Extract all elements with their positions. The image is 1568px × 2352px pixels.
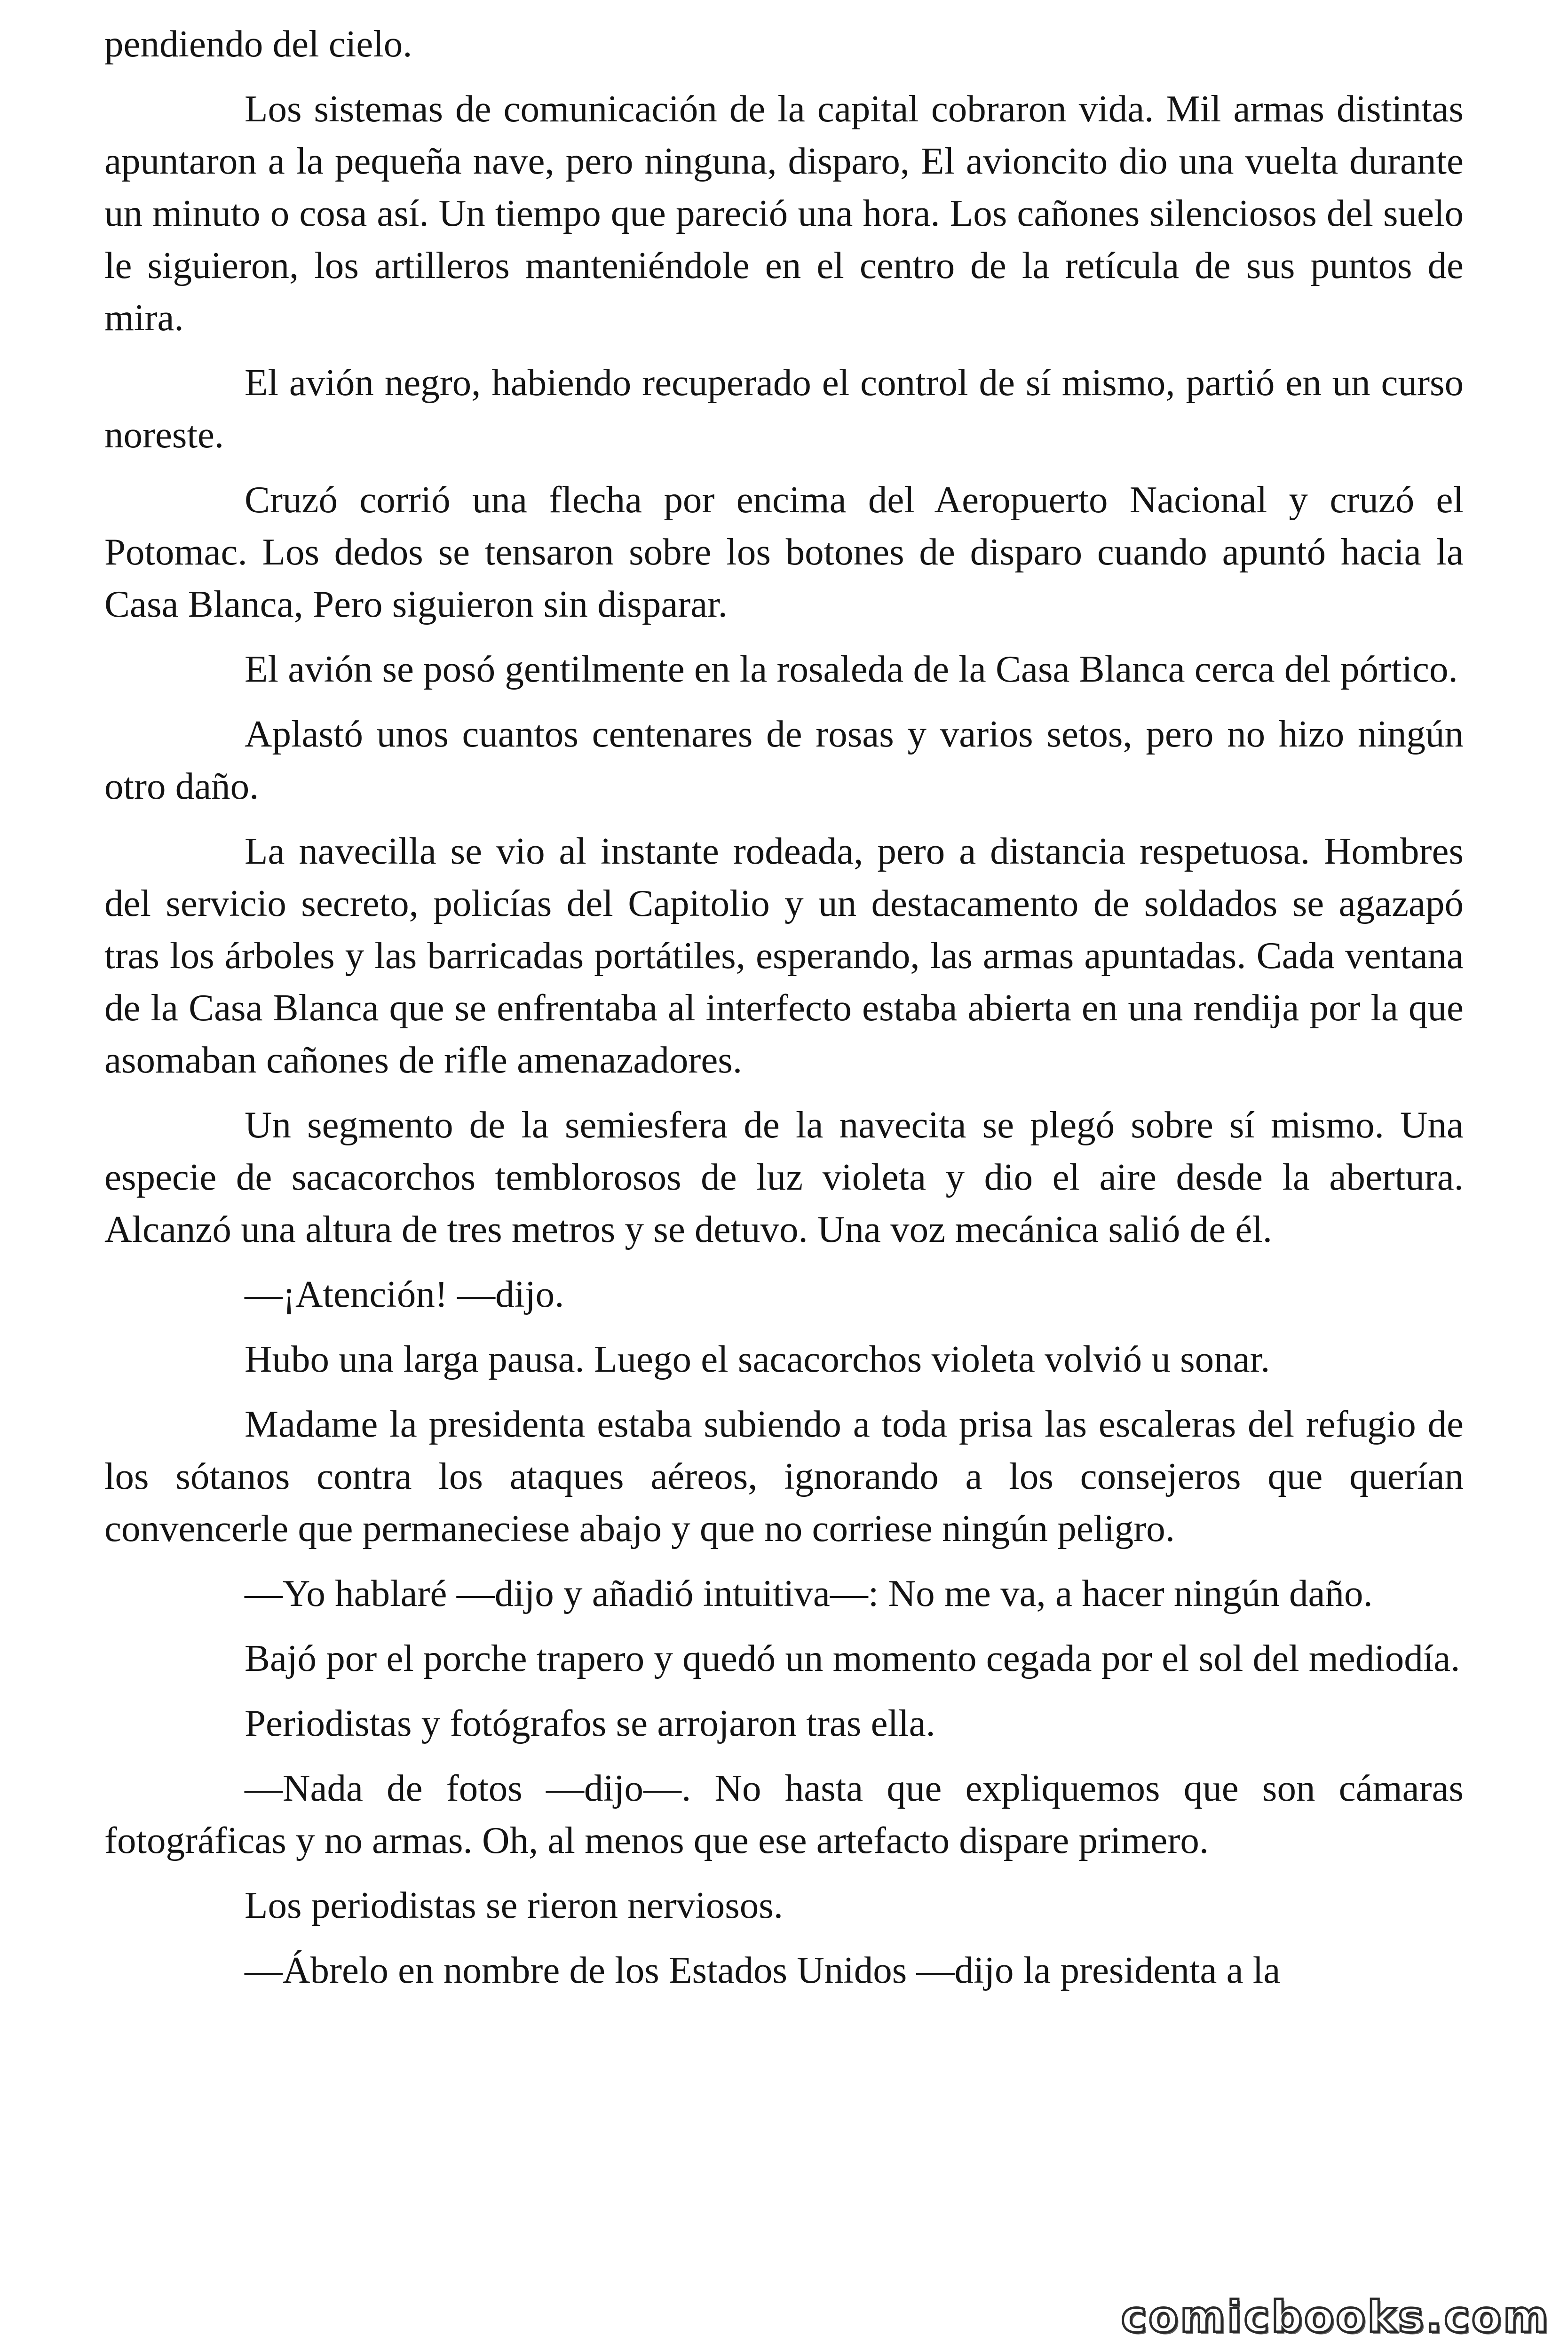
paragraph-14: Periodistas y fotógrafos se arrojaron tras ella.	[245, 1702, 935, 1744]
paragraph-6: Aplastó unos cuantos centenares de rosas y varios setos, pero no hizo ningún otro daño.	[104, 713, 1464, 807]
paragraph-8: Un segmento de la semiesfera de la navecita se plegó sobre sí mismo. Una especie de sacacorchos temblorosos de luz violeta y dio el aire desde la abertura. Alcanzó una altura de tres metros y se detuvo. Una voz mecánica salió de él.	[104, 1104, 1464, 1250]
body-text	[104, 18, 1464, 2009]
paragraph-7: La navecilla se vio al instante rodeada, pero a distancia respetuosa. Hombres del servicio secreto, policías del Capitolio y un destacamento de soldados se agazapó tras los árboles y las barricadas portátiles, esperando, las armas apuntadas. Cada ventana de la Casa Blanca que se enfrentaba al interfecto estaba abierta en una rendija por la que asomaban cañones de rifle amenazadores.	[104, 830, 1464, 1081]
paragraph-4: Cruzó corrió una flecha por encima del Aeropuerto Nacional y cruzó el Potomac. Los dedos se tensaron sobre los botones de disparo cuando apuntó hacia la Casa Blanca, Pero siguieron sin disparar.	[104, 478, 1464, 625]
paragraph-3: El avión negro, habiendo recuperado el control de sí mismo, partió en un curso noreste.	[104, 361, 1464, 456]
paragraph-1: pendiendo del cielo.	[104, 23, 412, 65]
paragraph-13: Bajó por el porche trapero y quedó un momento cegada por el sol del mediodía.	[245, 1637, 1460, 1679]
watermark-logo: comicbooks.com	[1121, 2292, 1550, 2342]
paragraph-10: Hubo una larga pausa. Luego el sacacorchos violeta volvió u sonar.	[245, 1338, 1270, 1380]
paragraph-15: —Nada de fotos —dijo—. No hasta que expliquemos que son cámaras fotográficas y no armas. Oh, al menos que ese artefacto dispare primero.	[104, 1767, 1464, 1861]
paragraph-17: —Ábrelo en nombre de los Estados Unidos —dijo la presidenta a la	[245, 1949, 1281, 1991]
paragraph-9: —¡Atención! —dijo.	[245, 1273, 564, 1315]
paragraph-16: Los periodistas se rieron nerviosos.	[245, 1884, 784, 1926]
paragraph-11: Madame la presidenta estaba subiendo a toda prisa las escaleras del refugio de los sótanos contra los ataques aéreos, ignorando a los consejeros que querían convencerle que permaneciese abajo y que no corriese ningún peligro.	[104, 1403, 1464, 1549]
paragraph-12: —Yo hablaré —dijo y añadió intuitiva—: No me va, a hacer ningún daño.	[245, 1572, 1373, 1614]
paragraph-5: El avión se posó gentilmente en la rosaleda de la Casa Blanca cerca del pórtico.	[245, 648, 1458, 690]
paragraph-2: Los sistemas de comunicación de la capital cobraron vida. Mil armas distintas apuntaron a la pequeña nave, pero ninguna, disparo, El avioncito dio una vuelta durante un minuto o cosa así. Un tiempo que pareció una hora. Los cañones silenciosos del suelo le siguieron, los artilleros manteniéndole en el centro de la retícula de sus puntos de mira.	[104, 87, 1464, 339]
